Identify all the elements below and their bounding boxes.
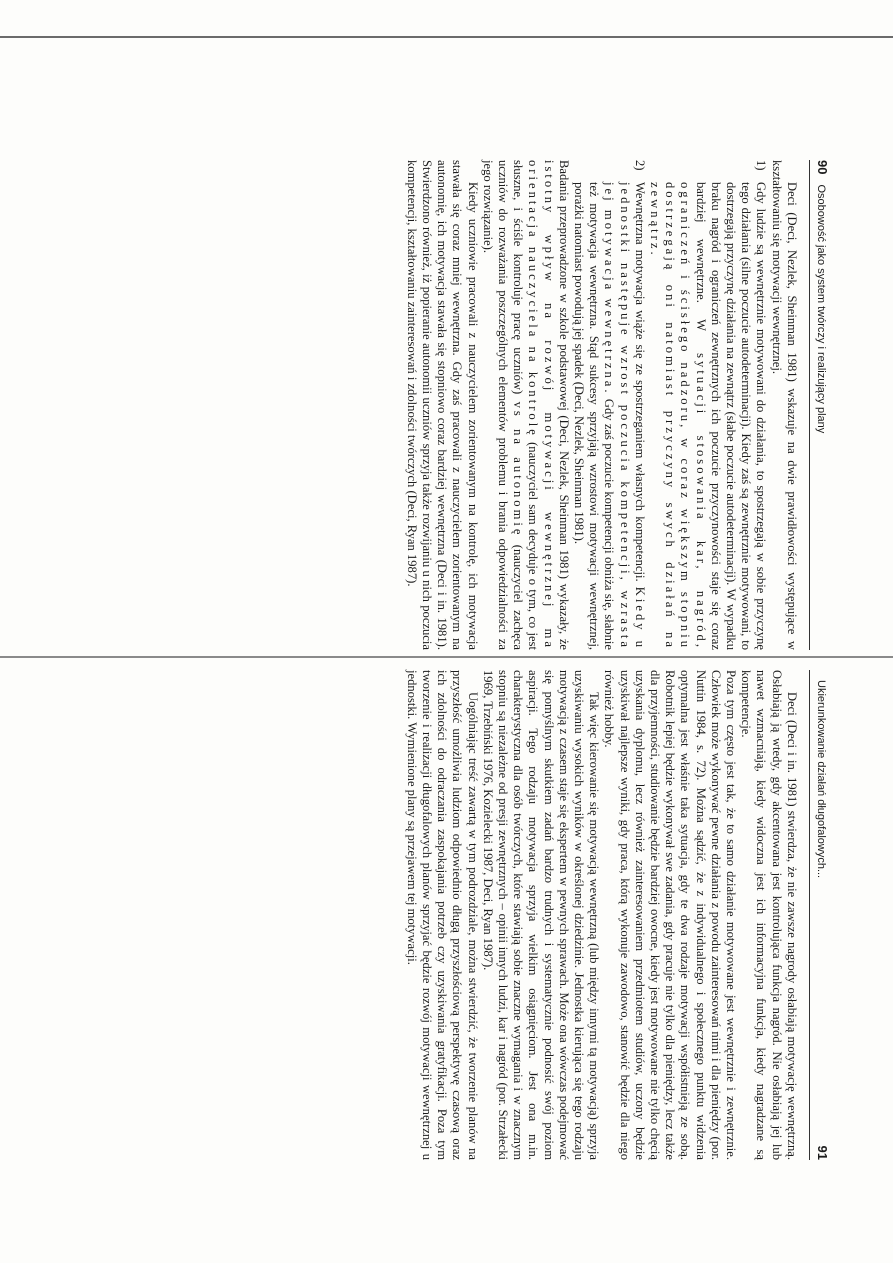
body-paragraph: Badania przeprowadzone w szkole podstawowej (Deci, Nezlek, Sheinman 1981) wykazały, że istotny wpływ na rozwój motywacji wewnętrznej ma orientacja nauczyciela na kontrolę (nauczyciel sam decyduje o tym, co jest słuszne, i ściśle kontroluje pracę uczniów) vs na autonomię (nauczyciel zachęca uczniów do rozważania poszczególnych elementów problemu i brania odpowiedzialności za jego rozwiązanie). xyxy=(480,160,571,651)
list-text: Gdy ludzie są wewnętrznie motywowani do działania, to spostrzegają w sobie przyczynę tego działania (silne poczucie autodeterminacji). Kiedy zaś są zewnętrznie motywowani, to dostrzegają przyczynę działania na zewnątrz (słabe poczucie autodeterminacji). xyxy=(723,182,769,650)
list-text: W wypadku braku nagród i ograniczeń zewnętrznych ich poczucie przyczynowości staje się coraz bardziej wewnętrzne. xyxy=(693,182,738,651)
list-marker: 2) xyxy=(632,160,647,171)
body-paragraph: Tak więc kierowanie się motywacją wewnętrzną (lub między innymi tą motywacją) sprzyja uzyskiwaniu wysokich wyników w określonej dziedzinie. Jednostka kierująca się tego rodzaju motywacją z czasem staje się ekspertem w pewnych sprawach. Może ona wówczas podejmować się pomyślnym skutkiem zadań bardzo trudnych i systematycznie podnosić swój poziom aspiracji. Tego rodzaju motywacja sprzyja wielkim osiągnięciom. Jest ona m.in. charakterystyczna dla osób twórczych, które stawiają sobie znaczne wymagania i w znacznym stopniu są niezależne od presji zewnętrznych – opinii innych ludzi, kar i nagród (por. Strzałecki 1969, Trzebiński 1976, Kozielecki 1987, Deci, Ryan 1987). xyxy=(480,670,602,1160)
right-page-header xyxy=(809,670,830,1160)
list-item xyxy=(571,160,647,650)
running-title: Ukierunkowanie działań długofalowych... xyxy=(815,680,827,879)
left-page xyxy=(60,160,830,650)
body-paragraph: Uogólniając treść zawartą w tym podrozdziale, można stwierdzić, że tworzenie planów na przyszłość umożliwia ludziom odpowiednio długą przyszłościową perspektywę czasową oraz ich zdolności do odraczania zaspokajania potrzeb czy uzyskiwania gratyfikacji. Poza tym tworzenie i realizacji długofalowych planów sprzyjać będzie rozwój motywacji wewnętrznej u jednostki. Wymienione plany są przejawem tej motywacji. xyxy=(404,670,480,1160)
spaced-emphasis: Kiedy u jednostki następuje wzrost poczucia kompetencji, wzrasta jej motywacja wewnętrzna. xyxy=(602,182,647,650)
right-page xyxy=(60,670,830,1160)
spaced-emphasis: istotny wpływ na rozwój motywacji wewnętrznej ma orientacja nauczyciela na kontrolę xyxy=(526,160,556,650)
page-number: 90 xyxy=(815,160,830,175)
body-paragraph: Kiedy uczniowie pracowali z nauczycielem zorientowanym na kontrolę, ich motywacja stawała się coraz mniej wewnętrzna. Gdy zaś pracowali z nauczycielem zorientowanym na autonomię, ich motywacja stawała się stopniowo coraz bardziej wewnętrzna (Deci i in. 1981). Stwierdzono również, iż popieranie autonomii uczniów sprzyja także rozwijaniu u nich poczucia kompetencji, kształtowaniu zainteresowań i zdolności twórczych (Deci, Ryan 1987). xyxy=(404,160,480,650)
left-page-header xyxy=(809,160,830,650)
spaced-emphasis: vs na autonomię xyxy=(511,401,526,538)
intro-paragraph: Deci (Deci, Nezlek, Sheinman 1981) wskazuje na dwie prawidłowości występujące w kształtowaniu się motywacji wewnętrznej. xyxy=(769,160,799,650)
list-item xyxy=(647,160,769,650)
spaced-emphasis: W sytuacji stosowania kar, nagród, ograniczeń i ścisłego nadzoru, w coraz większym stopniu dostrzegają oni natomiast przyczyny swych działań na zewnątrz. xyxy=(647,182,708,651)
body-paragraph: Deci (Deci i in. 1981) stwierdza, że nie zawsze nagrody osłabiają motywację wewnętrzną. Osłabiają ją wtedy, gdy akcentowana jest kontrolująca funkcja nagród. Nie osłabiają jej lub nawet wzmacniają, kiedy widoczna jest ich informacyjna funkcja, kiedy nagradzane są kompetencje. xyxy=(739,670,799,1160)
list-marker: 1) xyxy=(754,160,769,171)
page-number: 91 xyxy=(815,1145,830,1160)
list-text: Gdy zaś poczucie kompetencji obniża się, słabnie też motywacja wewnętrzna. Stąd sukcesy sprzyjają wzrostowi motywacji wewnętrznej, porażki natomiast powodują jej spadek (Deci, Nezlek, Sheinman 1981). xyxy=(571,182,617,650)
list-text: Wewnętrzna motywacja wiąże się ze spostrzeganiem własnych kompetencji. xyxy=(632,182,647,582)
running-title: Osobowość jako system twórczy i realizujący plany xyxy=(815,184,827,434)
body-paragraph: Poza tym często jest tak, że to samo działanie motywowane jest wewnętrznie i zewnętrznie. Człowiek może wykonywać pewne działania z powodu zainteresowań nimi i dla pieniędzy (por. Nuttin 1984, s. 72). Można sądzić, że z indywidualnego i społecznego punktu widzenia optymalna jest właśnie taka sytuacja, gdy te dwa rodzaje motywacji współistnieją ze sobą. Robotnik lepiej będzie wykonywał swe zadania, gdy pracuje nie tylko dla pieniędzy, lecz także dla przyjemności, studiowanie będzie bardziej owocne, kiedy jest motywowane nie tylko chęcią uzyskania dyplomu, lecz również zainteresowaniem przedmiotem studiów, uczony będzie uzyskiwał najlepsze wyniki, gdy praca, którą wykonuje zawodowo, stanowić będzie dla niego również hobby. xyxy=(602,670,738,1160)
